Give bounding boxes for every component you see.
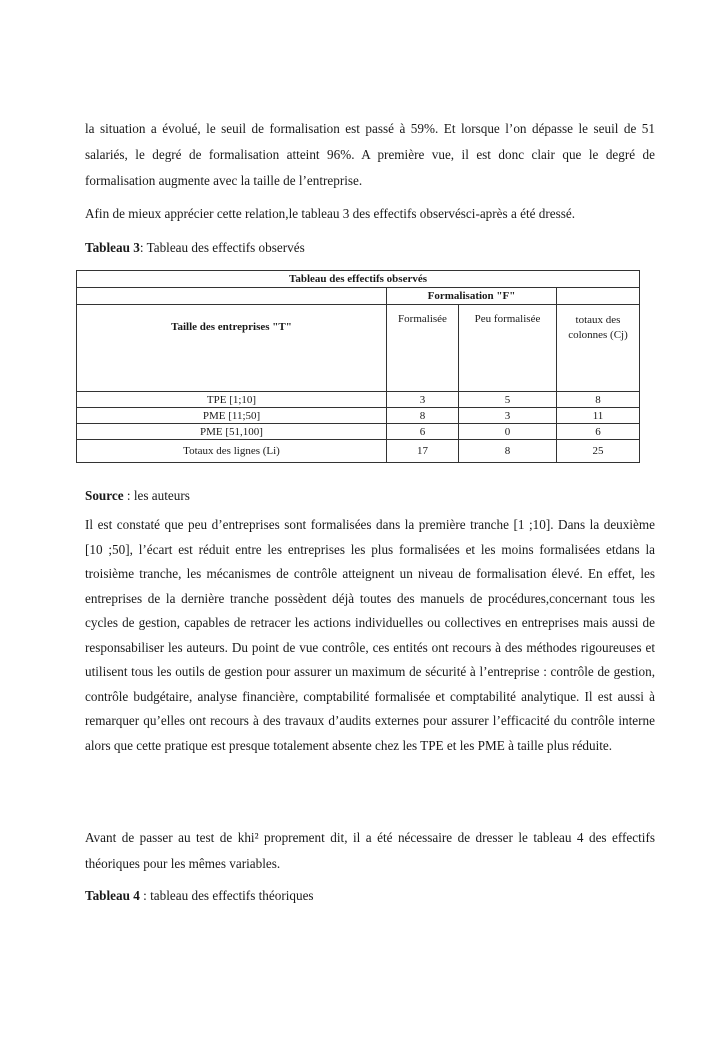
table-4-caption-label: Tableau 4 xyxy=(85,888,140,903)
paragraph-4: Avant de passer au test de khi² proprement dit, il a été nécessaire de dresser le tableau 4 des effectifs théoriques pour les mêmes variables. xyxy=(85,830,655,871)
table-row xyxy=(77,392,640,408)
table-row xyxy=(77,424,640,440)
table-3-caption-text: : Tableau des effectifs observés xyxy=(139,240,305,255)
totals-formalisee: 17 xyxy=(387,440,459,463)
col-header-formalisee: Formalisée xyxy=(387,305,459,392)
cell-total: 6 xyxy=(557,424,640,440)
cell-formalisee: 6 xyxy=(387,424,459,440)
table-title: Tableau des effectifs observés xyxy=(77,271,640,288)
source-line xyxy=(85,488,190,504)
col-header-peu-formalisee: Peu formalisée xyxy=(459,305,557,392)
table-3-caption xyxy=(85,240,305,256)
cell-peu-formalisee: 0 xyxy=(459,424,557,440)
observed-frequencies-table xyxy=(76,270,640,463)
paragraph-3: Il est constaté que peu d’entreprises sont formalisées dans la première tranche [1 ;10]. Dans la deuxième [10 ;50], l’écart est réduit entre les entreprises les plus formalisées et les moins formalisées etdans la troisième tranche, les mécanismes de contrôle atteignent un niveau de formalisation élevé. En effet, les entreprises de la dernière tranche possèdent déjà toutes des manuels de procédures,concernant tous les cycles de gestion, capables de retracer les actions individuelles ou collectives en entreprises mais aussi de responsabiliser les auteurs. Du point de vue contrôle, ces entités ont recours à des méthodes rigoureuses et utilisent tous les outils de gestion pour assurer un maximum de sécurité à l’entreprise : contrôle de gestion, contrôle budgétaire, analyse financière, comptabilité formalisée et comptabilité analytique. Il est aussi à remarquer qu’elles ont recours à des travaux d’audits externes pour assurer l’efficacité du contrôle interne alors que cette pratique est presque totalement absente chez les TPE et les PME à taille plus réduite. xyxy=(85,517,655,753)
cell-peu-formalisee: 3 xyxy=(459,408,557,424)
paragraph-1: la situation a évolué, le seuil de formalisation est passé à 59%. Et lorsque l’on dépasse le seuil de 51 salariés, le degré de formalisation atteint 96%. A première vue, il est donc clair que le degré de formalisation augmente avec la taille de l’entreprise. xyxy=(85,121,655,188)
cell-total: 8 xyxy=(557,392,640,408)
source-text: : les auteurs xyxy=(123,488,190,503)
col-header-totaux: totaux des colonnes (Cj) xyxy=(557,305,640,392)
row-label: PME [11;50] xyxy=(77,408,387,424)
row-label: PME [51,100] xyxy=(77,424,387,440)
table-3-caption-label: Tableau 3 xyxy=(85,240,140,255)
row-header: Taille des entreprises "T" xyxy=(77,305,387,392)
row-label: TPE [1;10] xyxy=(77,392,387,408)
totals-label: Totaux des lignes (Li) xyxy=(77,440,387,463)
formalisation-header: Formalisation "F" xyxy=(387,288,557,305)
source-label: Source xyxy=(85,488,124,503)
table-row xyxy=(77,408,640,424)
cell-peu-formalisee: 5 xyxy=(459,392,557,408)
totals-grand-total: 25 xyxy=(557,440,640,463)
cell-formalisee: 8 xyxy=(387,408,459,424)
paragraph-2: Afin de mieux apprécier cette relation,le tableau 3 des effectifs observésci-après a été dressé. xyxy=(85,206,576,221)
totals-peu-formalisee: 8 xyxy=(459,440,557,463)
table-4-caption xyxy=(85,888,314,904)
table-4-caption-text: : tableau des effectifs théoriques xyxy=(139,888,314,903)
cell-formalisee: 3 xyxy=(387,392,459,408)
cell-total: 11 xyxy=(557,408,640,424)
table-corner-cell xyxy=(77,288,387,305)
table-corner-cell-right xyxy=(557,288,640,305)
totals-row xyxy=(77,440,640,463)
